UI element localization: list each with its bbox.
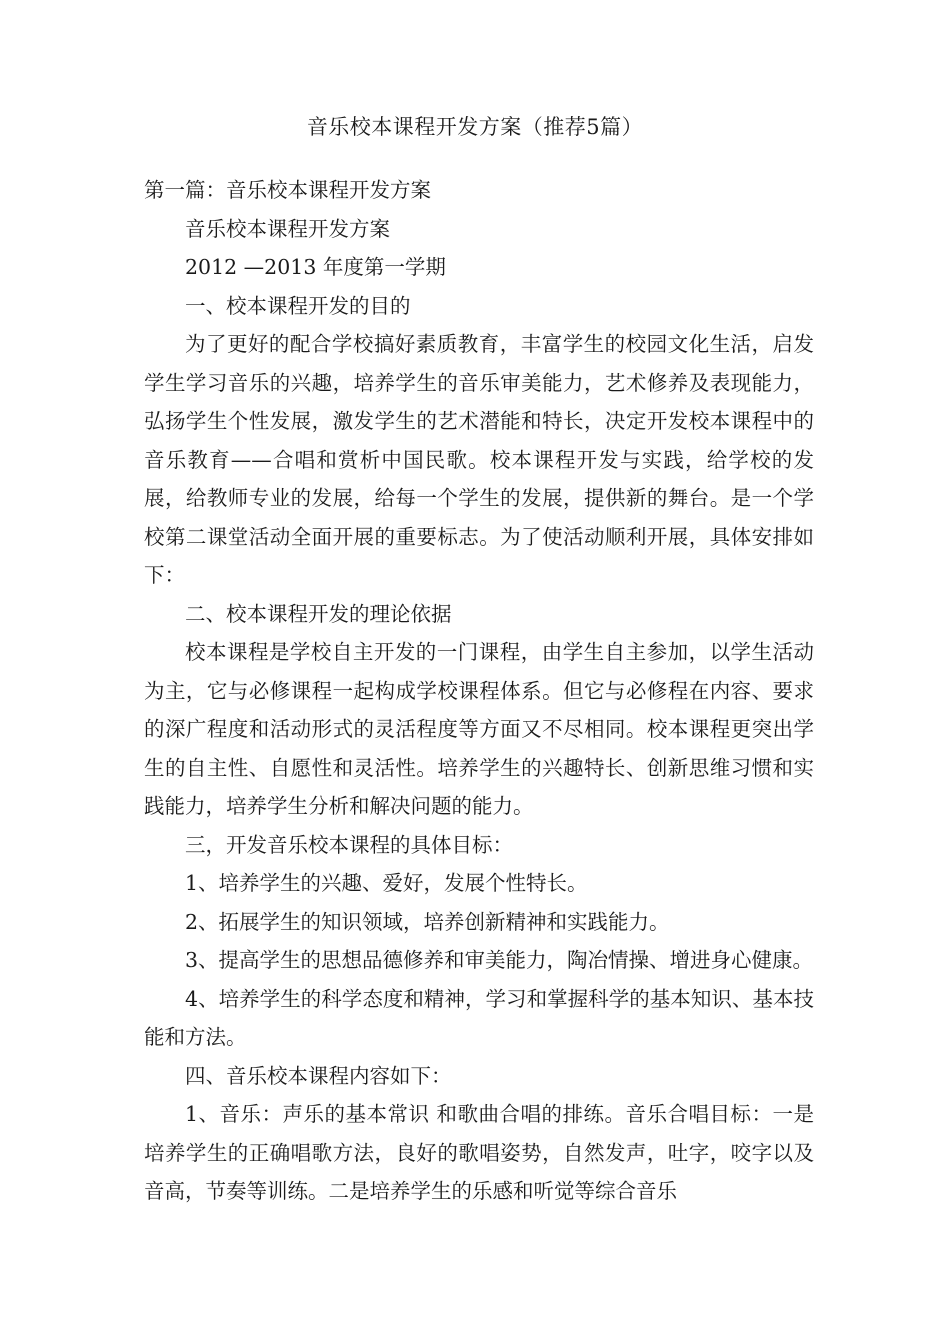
paragraph: 4、培养学生的科学态度和精神，学习和掌握科学的基本知识、基本技能和方法。	[144, 986, 814, 1049]
paragraph: 2012 —2013 年度第一学期	[185, 255, 446, 279]
paragraph: 校本课程是学校自主开发的一门课程，由学生自主参加，以学生活动为主，它与必修课程一起构成学校课程体系。但它与必修程在内容、要求的深广程度和活动形式的灵活程度等方面又不尽相同。校本课程更突出学生的自主性、自愿性和灵活性。培养学生的兴趣特长、创新思维习惯和实践能力，培养学生分析和解决问题的能力。	[144, 640, 814, 818]
paragraph: 2、拓展学生的知识领域，培养创新精神和实践能力。	[185, 909, 670, 934]
paragraph: 1、培养学生的兴趣、爱好，发展个性特长。	[185, 871, 588, 895]
paragraph: 音乐校本课程开发方案	[185, 216, 390, 241]
paragraph: 3、提高学生的思想品德修养和审美能力，陶冶情操、增进身心健康。	[185, 948, 814, 972]
paragraph: 三，开发音乐校本课程的具体目标：	[185, 832, 513, 857]
paragraph: 二、校本课程开发的理论依据	[185, 601, 452, 626]
paragraph: 为了更好的配合学校搞好素质教育，丰富学生的校园文化生活，启发学生学习音乐的兴趣，培养学生的音乐审美能力，艺术修养及表现能力，弘扬学生个性发展，激发学生的艺术潜能和特长，决定开发校本课程中的音乐教育——合唱和赏析中国民歌。校本课程开发与实践，给学校的发展，给教师专业的发展，给每一个学生的发展，提供新的舞台。是一个学校第二课堂活动全面开展的重要标志。为了使活动顺利开展，具体安排如下：	[144, 332, 814, 587]
paragraph: 1、音乐：声乐的基本常识 和歌曲合唱的排练。音乐合唱目标：一是培养学生的正确唱歌方法，良好的歌唱姿势，自然发声，吐字，咬字以及音高，节奏等训练。二是培养学生的乐感和听觉等综合音乐	[144, 1102, 814, 1203]
paragraph: 一、校本课程开发的目的	[185, 293, 411, 318]
paragraph: 第一篇：音乐校本课程开发方案	[144, 178, 431, 202]
paragraph: 四、音乐校本课程内容如下：	[185, 1063, 452, 1088]
document-title: 音乐校本课程开发方案（推荐5篇）	[306, 115, 644, 139]
document-body	[144, 171, 814, 1211]
